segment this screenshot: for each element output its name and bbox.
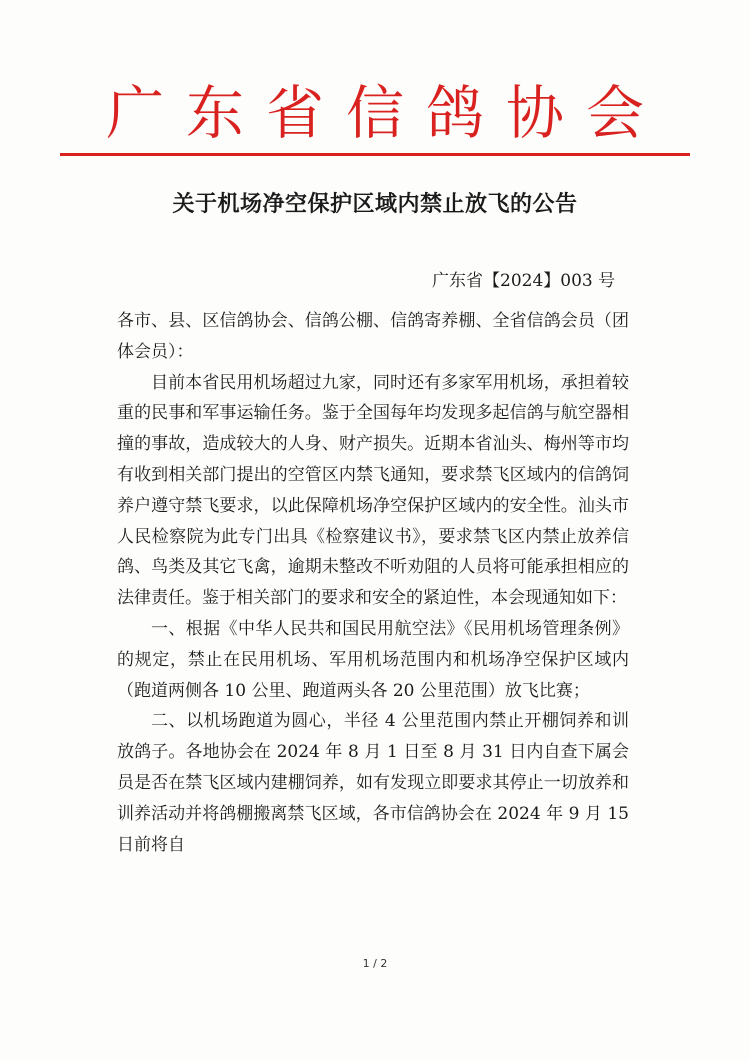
page-number: 1 / 2	[362, 957, 388, 970]
document-number: 广东省【2024】003 号	[432, 271, 616, 291]
organization-letterhead: 广东省信鸽协会	[105, 79, 666, 147]
salutation: 各市、县、区信鸽协会、信鸽公棚、信鸽寄养棚、全省信鸽会员（团体会员）：	[117, 311, 629, 362]
body-paragraph: 目前本省民用机场超过九家，同时还有多家军用机场，承担着较重的民事和军事运输任务。鉴于全国每年均发现多起信鸽与航空器相撞的事故，造成较大的人身、财产损失。近期本省汕头、梅州等市均有收到相关部门提出的空管区内禁飞通知，要求禁飞区域内的信鸽饲养户遵守禁飞要求，以此保障机场净空保护区域内的安全性。汕头市人民检察院为此专门出具《检察建议书》，要求禁飞区内禁止放养信鸽、鸟类及其它飞禽，逾期未整改不听劝阻的人员将可能承担相应的法律责任。鉴于相关部门的要求和安全的紧迫性，本会现通知如下：	[117, 372, 629, 609]
document-body	[117, 306, 629, 860]
document-title: 关于机场净空保护区域内禁止放飞的公告	[172, 192, 578, 217]
body-paragraph: 一、根据《中华人民共和国民用航空法》《民用机场管理条例》的规定，禁止在民用机场、军用机场范围内和机场净空保护区域内（跑道两侧各 10 公里、跑道两头各 20 公里范围）放飞比赛；	[117, 618, 629, 701]
letterhead-divider	[60, 153, 690, 156]
body-paragraph: 二、以机场跑道为圆心，半径 4 公里范围内禁止开棚饲养和训放鸽子。各地协会在 2024 年 8 月 1 日至 8 月 31 日内自查下属会员是否在禁飞区域内建棚饲养，如有发现立即要求其停止一切放养和训养活动并将鸽棚搬离禁飞区域，各市信鸽协会在 2024 年 9 月 15 日前将自	[117, 711, 629, 855]
